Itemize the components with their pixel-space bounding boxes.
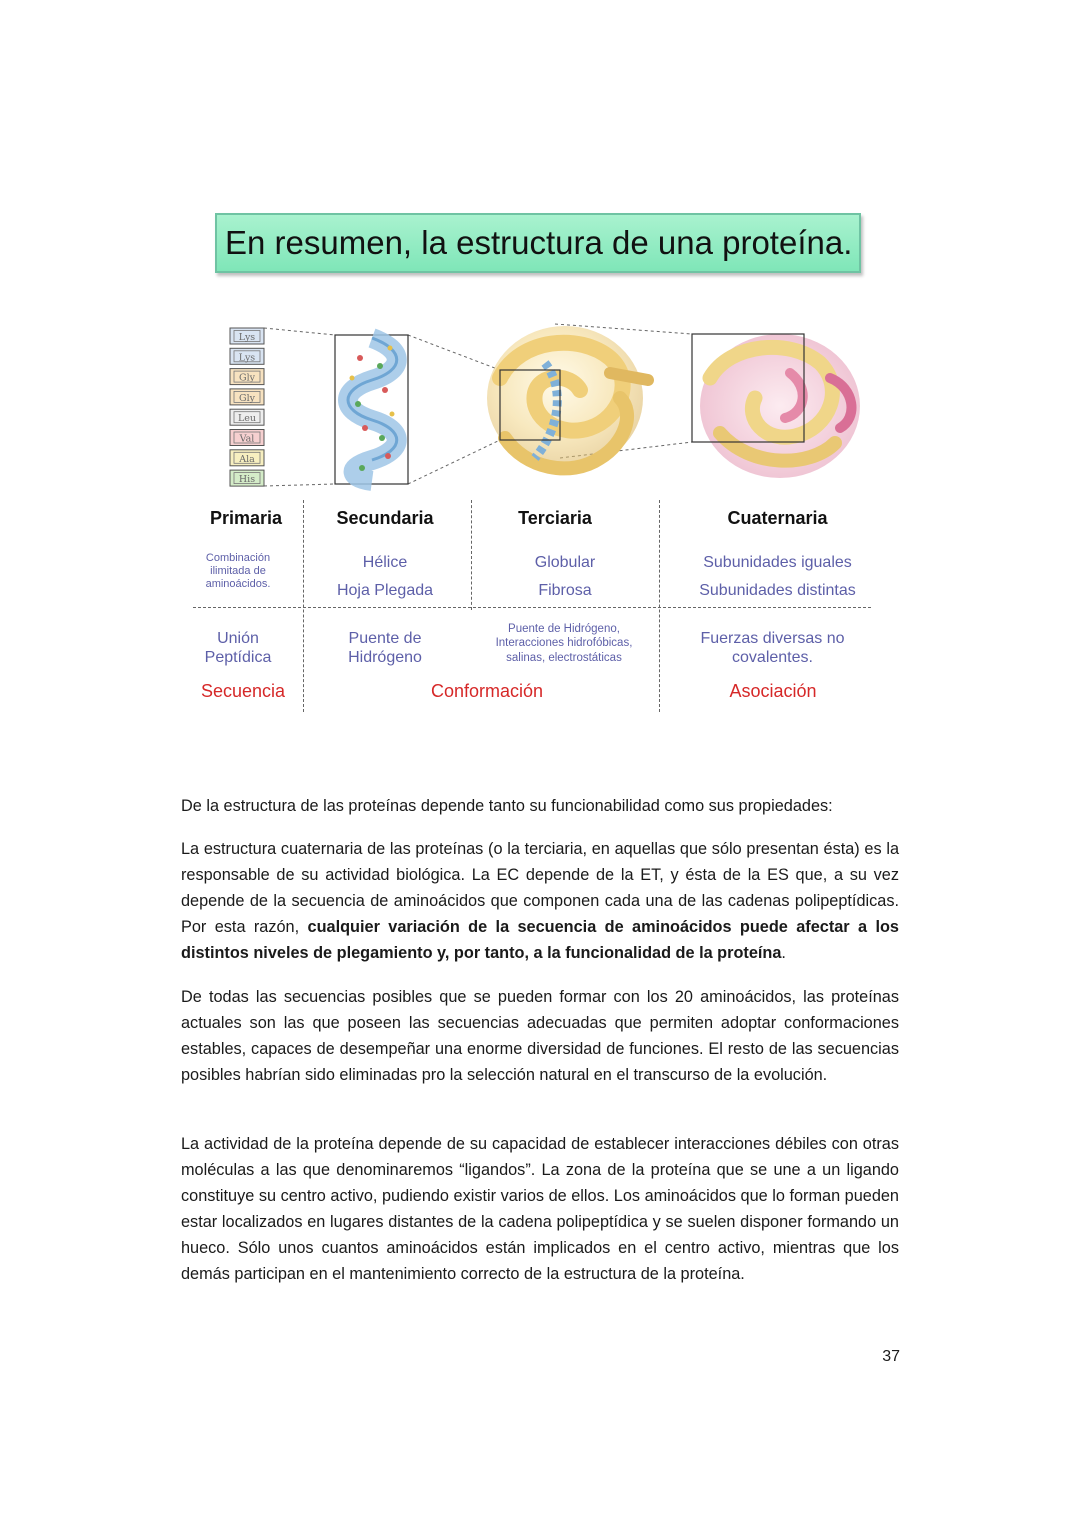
paragraph-2-emphasis: cualquier variación de la secuencia de aminoácidos puede afectar a los distintos niveles de plegamiento y, por tanto, a la funcionalidad de la proteína <box>181 918 899 962</box>
column-divider <box>659 500 660 712</box>
primaria-description: Combinación ilimitada de aminoácidos. <box>205 552 271 591</box>
category-asociacion: Asociación <box>729 681 817 701</box>
banner-title: En resumen, la estructura de una proteína. <box>225 224 853 261</box>
tertiary-fold-illustration <box>487 326 648 470</box>
paragraph-4: La actividad de la proteína depende de su capacidad de establecer interacciones débiles con otras moléculas a las que denominaremos “ligandos”. La zona de la proteína que se une a un ligando constituye su centro activo, pudiendo existir varios de ellos. Los aminoácidos que lo forman pueden estar localizados en lugares distantes de la cadena polipeptídica y se suelen disponer formando un hueco. Sólo unos cuantos aminoácidos están implicados en el centro activo, mientras que los demás participan en el mantenimiento correcto de la estructura de la proteína. <box>181 1135 899 1283</box>
quaternary-illustration <box>692 334 860 478</box>
amino-acid-sequence <box>230 328 264 486</box>
amino-acid-label: Gly <box>239 372 255 384</box>
amino-acid-label: Val <box>239 433 255 445</box>
cuaternaria-bond: Fuerzas diversas no covalentes. <box>700 630 845 667</box>
primaria-bond: Unión Peptídica <box>204 630 272 667</box>
column-divider <box>471 500 472 610</box>
protein-structure-figure <box>190 318 870 493</box>
amino-acid-label: Gly <box>239 392 255 404</box>
heading-cuaternaria: Cuaternaria <box>727 508 828 528</box>
terciaria-bond: Puente de Hidrógeno, Interacciones hidrofóbicas, salinas, electrostáticas <box>495 623 633 664</box>
secundaria-type-2: Hoja Plegada <box>336 582 434 599</box>
amino-acid-label: Leu <box>237 413 257 425</box>
terciaria-type-2: Fibrosa <box>538 582 592 599</box>
category-conformacion: Conformación <box>430 681 544 701</box>
paragraph-3: De todas las secuencias posibles que se pueden formar con los 20 aminoácidos, las proteínas actuales son las que poseen las secuencias adecuadas que permiten adoptar conformaciones estables, capaces de desempeñar una enorme diversidad de funciones. El resto de las secuencias posibles habrían sido eliminadas pro la selección natural en el transcurso de la evolución. <box>181 988 899 1084</box>
amino-acid-label: Lys <box>238 332 256 343</box>
amino-acid-label: Lys <box>238 352 256 364</box>
summary-banner <box>215 213 861 273</box>
alpha-helix-illustration <box>335 335 408 484</box>
paragraph-2 <box>181 836 899 966</box>
paragraph-2-text: La estructura cuaternaria de las proteínas (o la terciaria, en aquellas que sólo presentan ésta) es la responsable de su actividad biológica. La EC depende de la ET, y ésta de la ES que, a su vez depende de la secuencia de aminoácidos que componen cada una de las cadenas polipeptídicas. Por esta razón, <box>181 840 899 936</box>
cuaternaria-type-1: Subunidades iguales <box>703 554 852 571</box>
row-divider <box>193 607 871 608</box>
page-number: 37 <box>882 1348 900 1365</box>
cuaternaria-type-2: Subunidades distintas <box>699 582 856 599</box>
column-divider <box>303 500 304 712</box>
paragraph-2-end: . <box>781 944 786 962</box>
amino-acid-label: Ala <box>239 453 255 465</box>
secundaria-type-1: Hélice <box>362 554 408 571</box>
terciaria-type-1: Globular <box>534 554 596 571</box>
paragraph-1: De la estructura de las proteínas depende tanto su funcionabilidad como sus propiedades: <box>181 797 833 815</box>
heading-terciaria: Terciaria <box>518 508 592 528</box>
heading-primaria: Primaria <box>209 508 283 528</box>
category-secuencia: Secuencia <box>200 681 286 701</box>
amino-acid-label: His <box>238 474 256 486</box>
secundaria-bond: Puente de Hidrógeno <box>348 630 422 667</box>
heading-secundaria: Secundaria <box>336 508 434 528</box>
